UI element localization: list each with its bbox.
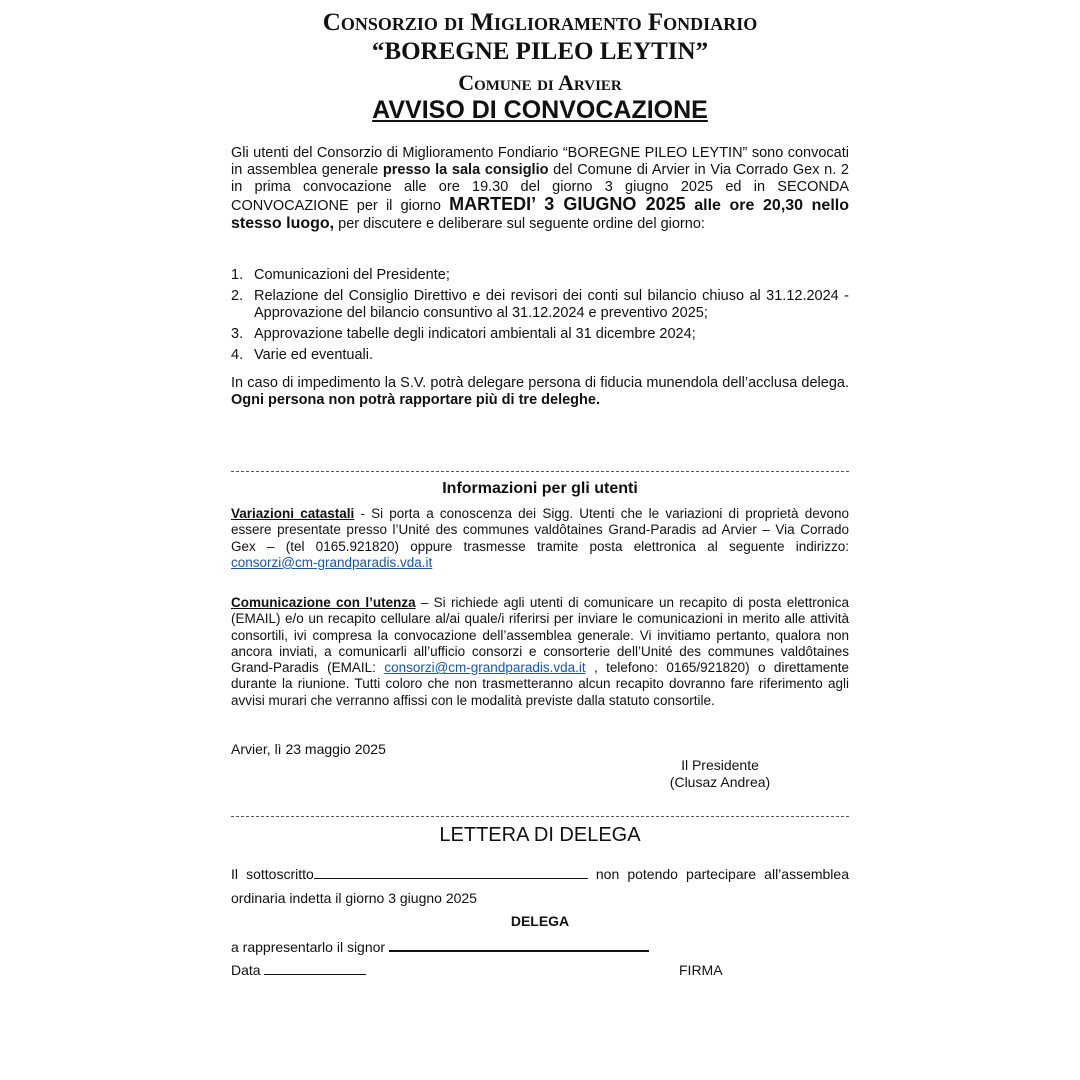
delega-text: non potendo partecipare all’assemblea ordinaria indetta il giorno 3 giugno 2025 [231,866,849,906]
communication-text-1: – Si richiede agli utenti di comunicare un recapito di posta elettronica (EMAIL) e/o un recapito cellulare al/ai quale/i riferirsi per inviare le comunicazioni in merito alle attività consortili, ivi compresa la convocazione dell’assemblea generale. Vi invitiamo pertanto, qualora non ancora inviati, a comunicarli all’ufficio consorzi e consorterie dell’Unité des communes valdôtaines Grand-Paradis (EMAIL: [231,595,849,676]
list-item [231,347,849,364]
catastal-label: Variazioni catastali [231,506,355,521]
list-item-text: Varie ed eventuali. [254,347,374,363]
email-link[interactable]: consorzi@cm-grandparadis.vda.it [384,660,586,676]
list-item-number: 4. [231,347,244,363]
communication-paragraph [231,595,849,709]
representative-blank[interactable] [389,938,649,952]
undersigned-blank[interactable] [314,866,588,879]
delega-paragraph [231,862,849,910]
communication-text-2: , telefono: 0165/921820) o direttamente durante la riunione. Tutti coloro che non trasmetteranno alcun recapito dovranno fare riferimento agli avvisi murari che verranno affissi con le modalità previste dalla statuto consortile. [231,660,849,708]
date-blank[interactable] [264,962,366,975]
consortium-title: “BOREGNE PILEO LEYTIN” [371,38,709,65]
date-label: Data [231,962,265,978]
convocation-location: presso la sala consiglio [382,162,549,178]
consortium-name: Consorzio di Miglioramento Fondiario [322,9,758,36]
municipality: Comune di Arvier [458,70,622,95]
list-item [231,267,849,284]
list-item-text: Approvazione tabelle degli indicatori ambientali al 31 dicembre 2024; [254,326,696,342]
agenda-list [231,267,849,368]
undersigned-label: Il sottoscritto [231,866,314,882]
convocation-text-1: Gli utenti del Consorzio di Miglioramento Fondiario “BOREGNE PILEO LEYTIN” sono convocati in assemblea generale [231,145,849,178]
catastal-paragraph [231,506,849,571]
divider [231,816,849,817]
email-link[interactable]: consorzi@cm-grandparadis.vda.it [231,554,433,570]
list-item [231,288,849,322]
convocation-paragraph [231,145,849,233]
convocation-time: alle ore 20,30 nello stesso luogo, [231,197,849,232]
representative-label: a rappresentarlo il signor [231,939,389,955]
info-title: Informazioni per gli utenti [442,480,638,497]
place-date: Arvier, lì 23 maggio 2025 [231,741,386,757]
list-item-text: Comunicazioni del Presidente; [254,267,450,283]
catastal-text: - Si porta a conoscenza dei Sigg. Utenti che le variazioni di proprietà devono essere presentate presso l’Unité des communes valdôtaines Grand-Paradis ad Arvier – Via Corrado Gex – (tel 0165.921820) oppure trasmesse tramite posta elettronica al seguente indirizzo: [231,506,849,554]
president-signature [640,757,800,790]
president-name: (Clusaz Andrea) [669,773,771,790]
communication-label: Comunicazione con l’utenza [231,595,416,610]
list-item-text: Relazione del Consiglio Direttivo e dei revisori dei conti sul bilancio chiuso al 31.12.2024 - Approvazione del bilancio consuntivo al 31.12.2024 e preventivo 2025; [254,288,849,321]
impediment-note: Ogni persona non potrà rapportare più di tre deleghe. [231,392,600,408]
list-item-number: 1. [231,267,244,283]
delega-word: DELEGA [510,913,570,929]
impediment-text: In caso di impedimento la S.V. potrà delegare persona di fiducia munendola dell’acclusa delega. [231,375,849,391]
list-item [231,326,849,343]
convocation-date: MARTEDI’ 3 GIUGNO 2025 [449,194,686,214]
list-item-number: 3. [231,326,244,342]
convocation-text-2: del Comune di Arvier in Via Corrado Gex n. 2 in prima convocazione alle ore 19.30 del giorno 3 giugno 2025 ed in SECONDA CONVOCAZIONE per il giorno [231,162,849,214]
date-line [231,962,366,978]
president-role: Il Presidente [681,757,759,773]
representative-line [231,938,649,955]
list-item-number: 2. [231,288,244,304]
impediment-paragraph [231,375,849,409]
divider [231,471,849,472]
delega-title: LETTERA DI DELEGA [439,824,641,846]
firma-label: FIRMA [679,962,723,978]
notice-title: AVVISO DI CONVOCAZIONE [372,96,708,124]
convocation-text-3: per discutere e deliberare sul seguente ordine del giorno: [334,216,705,232]
